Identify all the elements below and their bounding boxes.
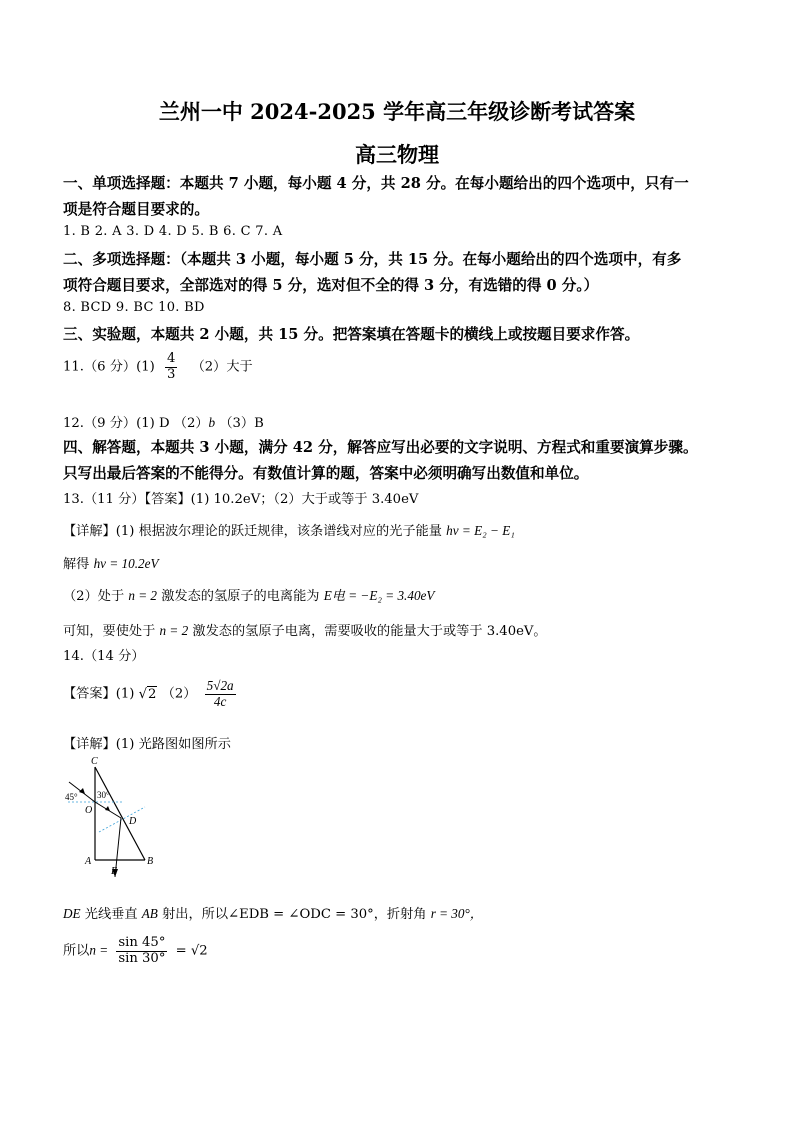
- q12-b: b: [208, 415, 216, 430]
- q14-sqrt: √2: [138, 686, 157, 702]
- prism-edge-cb: [95, 767, 145, 860]
- label-a: A: [85, 856, 92, 867]
- q14-numerator: 5√2a: [206, 678, 234, 693]
- section2-heading-line2: 项符合题目要求，全部选对的得 5 分，选对但不全的得 3 分，有选错的得 0 分。）: [63, 277, 599, 294]
- subject-title: 高三物理: [355, 142, 439, 167]
- section1-heading-line1: 一、单项选择题：本题共 7 小题，每小题 4 分，共 28 分。在每小题给出的四个选项中，只有一: [63, 175, 689, 192]
- angle-45-label: 45°: [65, 792, 78, 802]
- q13-part2-formula: E电 = −E₂ = 3.40eV: [323, 588, 435, 603]
- q13-part2-mid: 激发态的氢原子的电离能为: [161, 589, 320, 604]
- q13-formula-1: hν = E₂ − E₁: [446, 523, 515, 538]
- section2-heading-line1: 二、多项选择题：（本题共 3 小题，每小题 5 分，共 15 分。在每小题给出的四个选项中，有多: [63, 251, 682, 268]
- q11-suffix: （2）大于: [191, 359, 253, 375]
- q14-de: DE: [63, 906, 81, 921]
- q14-fraction: [205, 679, 236, 709]
- label-o: O: [85, 805, 93, 816]
- section3-heading: 三、实验题，本题共 2 小题，共 15 分。把答案填在答题卡的横线上或按题目要求作答。: [63, 326, 640, 343]
- q14-line2-den: sin 30°: [118, 950, 166, 966]
- q14-line2-prefix: 所以: [63, 943, 90, 959]
- optics-diagram: [63, 752, 173, 882]
- q13-part2-n: n = 2: [128, 588, 158, 603]
- section1-answers: 1. B 2. A 3. D 4. D 5. B 6. C 7. A: [63, 224, 283, 239]
- q14-detail: 【详解】(1) 光路图如图所示: [63, 737, 231, 752]
- q13-answer: 13.（11 分）【答案】(1) 10.2eV；（2）大于或等于 3.40eV: [63, 492, 419, 507]
- q11-numerator: 4: [167, 351, 176, 366]
- q11-answer: [63, 352, 253, 382]
- q13-solve-text: 解得: [63, 557, 90, 572]
- label-d: D: [129, 816, 137, 827]
- q12-answer: [63, 412, 264, 431]
- q13-detail-1: [63, 520, 515, 539]
- q14-line2: [63, 936, 208, 966]
- q14-ab: AB: [141, 906, 158, 921]
- q14-denominator: 4c: [213, 693, 227, 709]
- section2-answers: 8. BCD 9. BC 10. BD: [63, 300, 205, 315]
- q14-line1-a: 光线垂直: [84, 907, 138, 922]
- q13-detail-text: 【详解】(1) 根据波尔理论的跃迁规律，该条谱线对应的光子能量: [63, 524, 442, 539]
- section4-heading-line1: 四、解答题，本题共 3 小题，满分 42 分，解答应写出必要的文字说明、方程式和重要演算步骤。: [63, 439, 698, 456]
- q13-part2: [63, 585, 434, 604]
- q14-answer-mid: （2）: [161, 686, 197, 702]
- label-e: E: [111, 866, 118, 877]
- q13-formula-2: hν = 10.2eV: [93, 556, 159, 571]
- section1-heading-line2: 项是符合题目要求的。: [63, 201, 209, 218]
- q12-prefix: 12.（9 分）(1) D （2）: [63, 416, 209, 431]
- q14-line1-r: r = 30°，: [430, 906, 483, 921]
- angle-30-label: 30°: [97, 790, 110, 800]
- q13-part3: [63, 620, 547, 639]
- q11-fraction: [165, 352, 177, 382]
- q13-part3-rest: 激发态的氢原子电离，需要吸收的能量大于或等于 3.40eV。: [192, 624, 547, 639]
- label-c: C: [91, 756, 98, 767]
- q14-line2-num: sin 45°: [118, 935, 166, 950]
- q13-part3-text: 可知，要使处于: [63, 624, 156, 639]
- q14-line1-b: 射出，所以∠EDB = ∠ODC = 30°，折射角: [162, 907, 427, 922]
- label-b: B: [147, 856, 154, 867]
- q13-solve: [63, 553, 159, 572]
- q14-answer-prefix: 【答案】(1): [63, 686, 135, 702]
- q13-part3-n: n = 2: [159, 623, 189, 638]
- normal-at-d: [99, 807, 145, 832]
- q14-answer: [63, 679, 240, 709]
- q11-prefix: 11.（6 分）(1): [63, 359, 155, 375]
- q14-sqrt-radicand: 2: [148, 686, 157, 702]
- q14-line1: [63, 903, 483, 922]
- q14-line2-fraction: [116, 936, 167, 966]
- q14-line2-eq: = √2: [175, 943, 208, 959]
- q12-suffix: （3）B: [215, 416, 264, 431]
- q13-part2-text: （2）处于: [63, 589, 125, 604]
- q14-head: 14.（14 分）: [63, 649, 145, 664]
- section4-heading-line2: 只写出最后答案的不能得分。有数值计算的题，答案中必须明确写出数值和单位。: [63, 465, 589, 482]
- q14-line2-n: n =: [89, 942, 109, 958]
- q11-denominator: 3: [167, 366, 176, 382]
- document-title: 兰州一中 2024-2025 学年高三年级诊断考试答案: [158, 99, 636, 124]
